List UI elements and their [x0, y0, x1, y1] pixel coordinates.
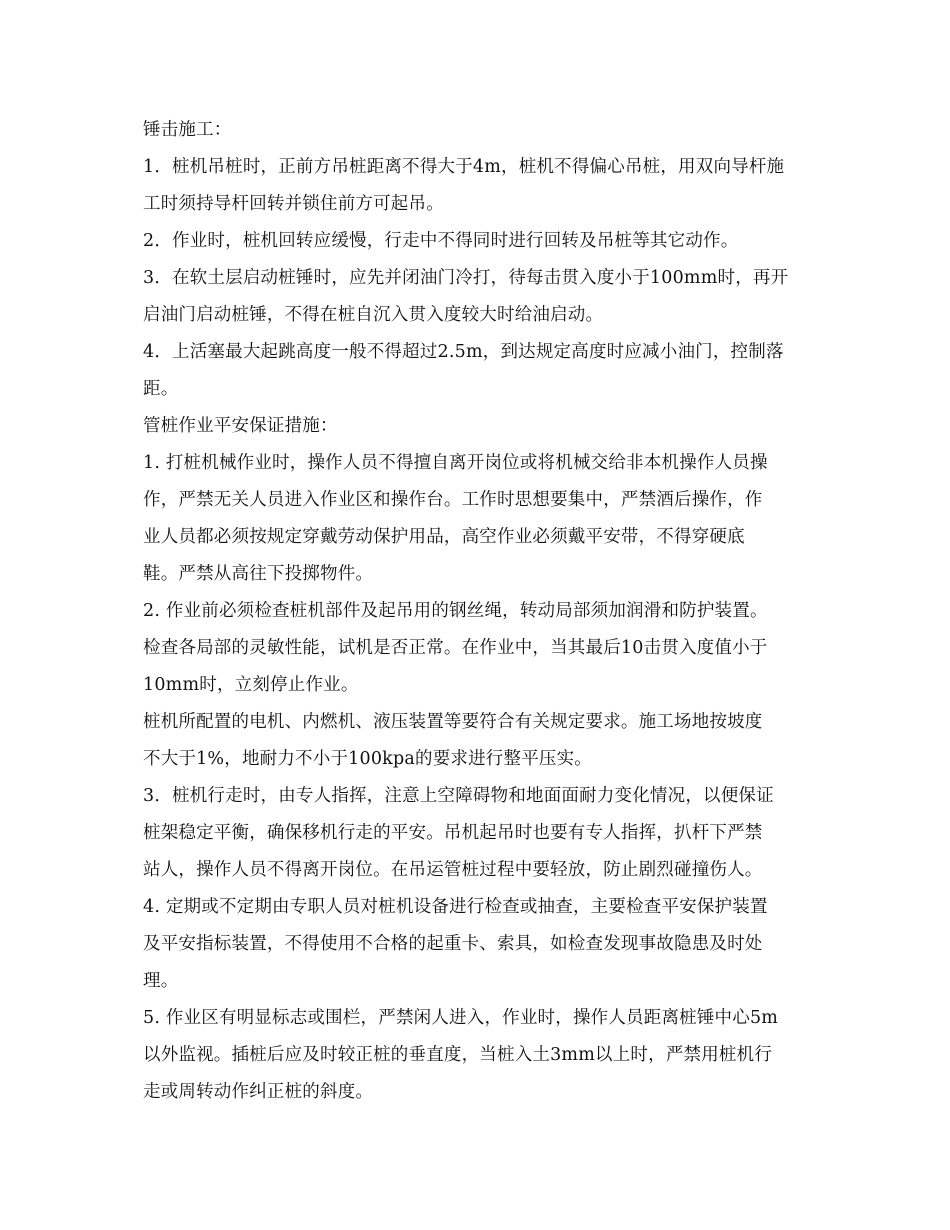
document-body — [143, 112, 809, 1111]
text-line: 工时须持导杆回转并锁住前方可起吊。 — [143, 194, 444, 214]
text-line: 3．在软土层启动桩锤时，应先并闭油门冷打，待每击贯入度小于100mm时，再开 — [143, 268, 789, 288]
text-line: 桩机所配置的电机、内燃机、液压装置等要符合有关规定要求。施工场地按坡度 — [143, 712, 763, 732]
text-line: 桩架稳定平衡，确保移机行走的平安。吊机起吊时也要有专人指挥，扒杆下严禁 — [143, 823, 763, 843]
text-line: 鞋。严禁从高往下投掷物件。 — [143, 564, 374, 584]
text-line: 距。 — [143, 379, 179, 399]
text-line: 理。 — [143, 971, 179, 991]
text-line: 以外监视。插桩后应及时较正桩的垂直度，当桩入土3mm以上时，严禁用桩机行 — [143, 1045, 773, 1065]
text-line: 2．作业时，桩机回转应缓慢，行走中不得同时进行回转及吊桩等其它动作。 — [143, 231, 739, 251]
text-line: 4．上活塞最大起跳高度一般不得超过2.5m，到达规定高度时应减小油门，控制落 — [143, 342, 784, 362]
section-heading-pile-safety: 管桩作业平安保证措施： — [143, 416, 338, 436]
text-line: 站人，操作人员不得离开岗位。在吊运管桩过程中要轻放，防止剧烈碰撞伤人。 — [143, 860, 763, 880]
text-line: 检查各局部的灵敏性能，试机是否正常。在作业中，当其最后10击贯入度值小于 — [143, 638, 768, 658]
text-line: 不大于1%，地耐力不小于100kpa的要求进行整平压实。 — [143, 749, 593, 769]
text-line: 作，严禁无关人员进入作业区和操作台。工作时思想要集中，严禁酒后操作，作 — [143, 490, 763, 510]
text-line: 启油门启动桩锤，不得在桩自沉入贯入度较大时给油启动。 — [143, 305, 604, 325]
text-line: 1. 打桩机械作业时，操作人员不得擅自离开岗位或将机械交给非本机操作人员操 — [143, 453, 768, 473]
text-line: 2. 作业前必须检查桩机部件及起吊用的钢丝绳，转动局部须加润滑和防护装置。 — [143, 601, 768, 621]
text-line: 业人员都必须按规定穿戴劳动保护用品，高空作业必须戴平安带，不得穿硬底 — [143, 527, 745, 547]
section-heading-hammer-construction: 锤击施工： — [143, 120, 232, 140]
text-line: 走或周转动作纠正桩的斜度。 — [143, 1082, 374, 1102]
text-line: 10mm时，立刻停止作业。 — [143, 675, 359, 695]
text-line: 3．桩机行走时，由专人指挥，注意上空障碍物和地面面耐力变化情况，以便保证 — [143, 786, 774, 806]
text-line: 4. 定期或不定期由专职人员对桩机设备进行检查或抽查，主要检查平安保护装置 — [143, 897, 768, 917]
text-line: 及平安指标装置，不得使用不合格的起重卡、索具，如检查发现事故隐患及时处 — [143, 934, 763, 954]
text-line: 5. 作业区有明显标志或围栏，严禁闲人进入，作业时，操作人员距离桩锤中心5m — [143, 1008, 779, 1028]
text-line: 1．桩机吊桩时，正前方吊桩距离不得大于4m，桩机不得偏心吊桩，用双向导杆施 — [143, 157, 785, 177]
